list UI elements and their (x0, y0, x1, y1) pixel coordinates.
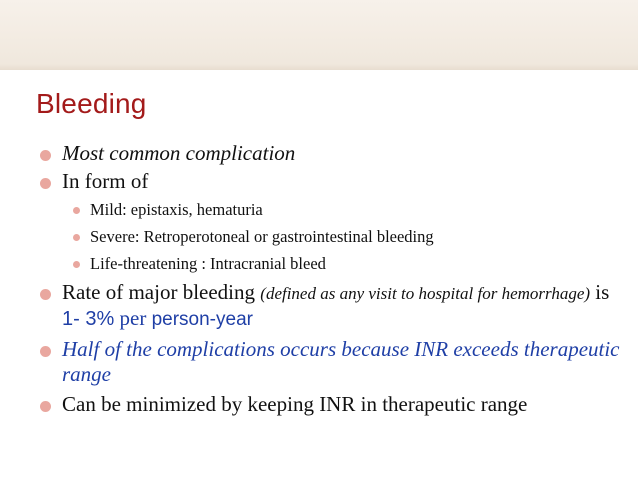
bullet-text: Most common complication (62, 141, 296, 165)
bullet-text-unit: person-year (151, 309, 253, 330)
header-band (0, 0, 638, 70)
bullet-dot-icon (73, 261, 80, 268)
bullet-dot-icon (73, 234, 80, 241)
bullet-can-be-minimized (36, 392, 626, 417)
bullet-text-rate: 1- 3% (62, 308, 115, 330)
bullet-half-of-complications (36, 337, 626, 387)
slide-title: Bleeding (36, 88, 147, 119)
bullet-in-form-of (36, 169, 626, 194)
bullet-dot-icon (40, 150, 51, 161)
bullet-list (36, 136, 626, 417)
bullet-dot-icon (40, 289, 51, 300)
bullet-dot-icon (40, 346, 51, 357)
bullet-dot-icon (40, 178, 51, 189)
bullet-text-is: is (595, 280, 610, 304)
sub-bullet-text: Mild: epistaxis, hematuria (90, 200, 263, 219)
bullet-dot-icon (73, 207, 80, 214)
sub-bullet-life-threatening (36, 254, 626, 274)
sub-bullet-severe (36, 227, 626, 247)
bullet-most-common (36, 141, 626, 166)
bullet-rate-of-bleeding (36, 280, 626, 332)
sub-bullet-mild (36, 200, 626, 220)
bullet-text-definition: (defined as any visit to hospital for hemorrhage) (260, 284, 591, 303)
bullet-dot-icon (40, 401, 51, 412)
bullet-text: In form of (62, 169, 149, 193)
bullet-text: Half of the complications occurs because INR exceeds therapeutic range (62, 337, 620, 386)
sub-bullet-text: Life-threatening : Intracranial bleed (90, 254, 326, 273)
bullet-text-lead: Rate of major bleeding (62, 280, 256, 304)
sub-bullet-text: Severe: Retroperotoneal or gastrointestinal bleeding (90, 227, 434, 246)
bullet-text-per: per (119, 306, 147, 330)
bullet-text: Can be minimized by keeping INR in therapeutic range (62, 392, 528, 416)
